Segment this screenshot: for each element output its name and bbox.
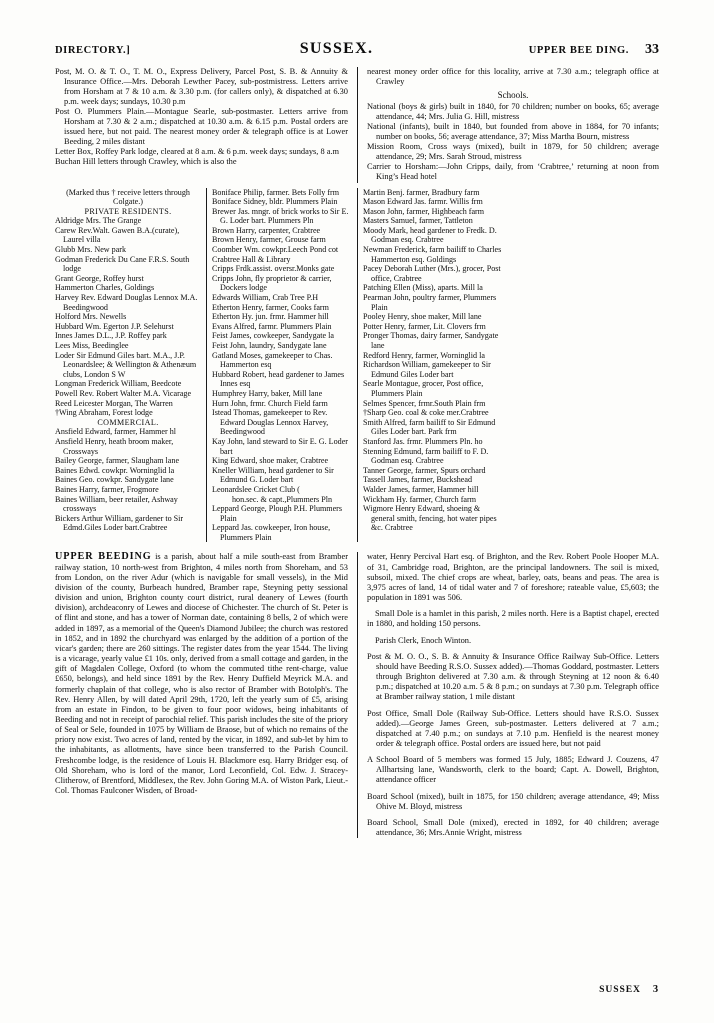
small-dole-paragraph: Small Dole is a hamlet in this parish, 2 miles north. Here is a Baptist chapel, erected in 1880, and holding 150 persons. (367, 609, 659, 629)
list-item: Lees Miss, Beedinglee (55, 341, 129, 351)
list-item: Coomber Wm. cowkpr.Leech Pond cot (212, 245, 339, 255)
list-item: Bickers Arthur William, gardener to Sir Edmd.Giles Loder bart.Crabtree (55, 513, 184, 533)
list-item: Carew Rev.Walt. Gawen B.A.(curate), Laurel villa (55, 225, 180, 245)
buchan-hill-entry: Buchan Hill letters through Crawley, which is also the (55, 157, 237, 167)
list-item: Pearman John, poultry farmer, Plummers Plain (363, 293, 497, 312)
school-entry-mission-room: Mission Room, Cross ways (mixed), built in 1879, for 50 children; average attendance, 29; Mrs. Sarah Stroud, mistress (367, 142, 659, 162)
listing-column-1 (55, 188, 206, 543)
running-head-right (529, 42, 659, 58)
list-item: Hammerton Charles, Goldings (55, 283, 155, 293)
list-item: Holford Mrs. Newells (55, 312, 127, 322)
list-item: Potter Henry, farmer, Lit. Clovers frm (363, 321, 486, 331)
list-item: Tanner George, farmer, Spurs orchard (363, 465, 486, 475)
list-item: Hubbard Wm. Egerton J.P. Selehurst (55, 321, 174, 331)
running-head-county: SUSSEX. (299, 40, 374, 57)
list-item: Baines Edwd. cowkpr. Worninglid la (55, 465, 175, 475)
list-item: Reed Leicester Morgan, The Warren (55, 398, 173, 408)
list-item: Godman Frederick Du Cane F.R.S. South lodge (55, 254, 190, 274)
school-entry-national-infants: National (infants), built in 1840, but founded from above in 1884, for 70 infants; number on books, 56; average attendance, 37; Miss Martha Bourn, mistress (367, 122, 659, 142)
list-item: Powell Rev. Robert Walter M.A. Vicarage (55, 388, 192, 398)
list-item: Selmes Spencer, frmr.South Plain frm (363, 398, 486, 408)
list-item: Mason Edward Jas. farmr. Willis frm (363, 197, 483, 207)
list-item: Feist James, cowkeeper, Sandygate la (212, 331, 334, 341)
running-head-left: DIRECTORY.] (55, 45, 131, 56)
list-item: Boniface Sidney, bldr. Plummers Plain (212, 197, 338, 207)
list-item: Leppard Jas. cowkeeper, Iron house, Plummers Plain (212, 523, 331, 542)
list-item: †Sharp Geo. coal & coke mer.Crabtree (363, 408, 489, 418)
buchan-hill-continued: nearest money order office for this locality, arrive at 7.30 a.m.; telegraph office at Crawley (367, 67, 659, 87)
article-body-left (55, 552, 348, 796)
list-item: Baines William, beer retailer, Ashway crossways (55, 494, 178, 514)
list-item: King Edward, shoe maker, Crabtree (212, 456, 329, 466)
list-item: Tassell James, farmer, Buckshead (363, 475, 473, 485)
list-item: Leppard George, Plough P.H. Plummers Plain (212, 504, 343, 523)
upper-beeding-article (55, 552, 659, 838)
list-item: Evans Alfred, farmr. Plummers Plain (212, 321, 332, 331)
school-board-entry: A School Board of 5 members was formed 15 July, 1885; Edward J. Couzens, 47 Allhartsing lane, Wandsworth, clerk to the board; Capt. A. Dowell, Brighton, attendance officer (367, 755, 659, 785)
list-item: Moody Mark, head gardener to Fredk. D. Godman esq. Crabtree (363, 225, 497, 245)
list-item: Loder Sir Edmund Giles bart. M.A., J.P. Leonardslee; & Wellington & Athenæum clubs, London S W (55, 350, 197, 379)
list-item: Pronger Thomas, dairy farmer, Sandygate lane (363, 331, 499, 351)
list-item: Etherton Hy. jun. frmr. Hammer hill (212, 312, 329, 322)
list-item: Richardson William, gamekeeper to Sir Edmund Giles Loder bart (363, 360, 491, 379)
list-item: Bailey George, farmer, Slaugham lane (55, 456, 180, 466)
list-item: Martin Benj. farmer, Bradbury farm (363, 187, 480, 197)
list-item: Baines Harry, farmer, Frogmore (55, 484, 159, 494)
place-name: UPPER BEEDING (55, 551, 152, 563)
list-item: Cripps Frdk.assist. oversr.Monks gate (212, 264, 335, 274)
commercial-heading: COMMERCIAL. (97, 417, 159, 427)
private-residents-heading: PRIVATE RESIDENTS. (84, 206, 172, 216)
list-item: Kay John, land steward to Sir E. G. Loder bart (212, 436, 348, 456)
list-item: Glubb Mrs. New park (55, 245, 127, 255)
list-item: Wigmore Henry Edward, shoeing & general smith, fencing, hot water pipes &c. Crabtree (363, 504, 497, 533)
list-item: Wickham Hy. farmer, Church farm (363, 494, 476, 504)
list-item: Patching Ellen (Miss), aparts. Mill la (363, 283, 483, 293)
list-item: Harvey Rev. Edward Douglas Lennox M.A. Beedingwood (55, 293, 198, 312)
page-sheet (55, 40, 659, 838)
postal-column-left (55, 67, 357, 183)
residents-listing (55, 188, 659, 543)
postal-block (55, 67, 659, 183)
article-body-right-1: water, Henry Percival Hart esq. of Brighton, and the Rev. Robert Poole Hooper M.A. of 31, Cambridge road, Brighton, are the principal landowners. The soil is mixed, subsoil, mixed. The chief crops are wheat, barley, oats, beans and peas. The area is 3,975 acres of land, 14 of tidal water and 7 of foreshore; rateable value, £5,603; the population in 1891 was 506. (367, 552, 659, 603)
list-item: Gatland Moses, gamekeeper to Chas. Hammerton esq (212, 350, 333, 370)
colgate-note-line2: Colgate.) (113, 197, 143, 207)
list-item: Stanford Jas. frmr. Plummers Pln. ho (363, 436, 483, 446)
list-item: Masters Samuel, farmer, Tattleton (363, 216, 473, 226)
list-item: Humphrey Harry, baker, Mill lane (212, 388, 323, 398)
list-item: Smith Alfred, farm bailiff to Sir Edmund Giles Loder bart. Park frm (363, 417, 496, 437)
article-column-right (357, 552, 659, 838)
article-body-left-text: is a parish, about half a mile south-east from Bramber railway station, 10 north-west from Brighton, 4 miles north from Shoreham, and 53 from London, on the river Adur (which is navigable for small vessels), in the Mid division of the county, Burbeach hundred, Bramber rape, Steyning petty sessional division and union, Brighton county court district, rural deanery of Lewes (fourth division), archdeaconry of Lewes and diocese of Chichester. The church of St. Peter is of flint and stone, and has a tower of Norman date, containing 8 bells, 2 of which were added in 1897, as a memorial of the Queen's Diamond Jubilee; the church was restored in 1852, and in 1892 the churchyard was enlarged by the addition of a portion of the vicar's garden; there are 260 sittings. The register dates from the year 1544. The living is a vicarage, yearly value £1 10s. only, derived from a small cottage and garden, in the gift of Magdalen College, Oxford (to whom the commuted tithe rent-charge, value £650, belongs), and held since 1891 by the Rev. Henry Duffield Meyrick M.A. and formerly chaplain of that college, who is also rector of Bramber with Botolph's. The Rev. Henry Allen, by will dated April 29th, 1720, left the yearly sum of £5, arising from an estate in Findon, to be given to four poor widows, being inhabitants of Beeding and not in receipt of parochial relief. This parish includes the site of the priory of Seal or Sele, founded in 1075 by William de Braose, but of which no remains of the priory now exist. Two acres of land, rented by the vicar, in 1892, and sub-let by him to the inhabitants, as allotments, have since been transferred to the Parish Council. Freshcombe lodge, is the residence of Louis H. Blackmore esq. Harry Bridger esq. of Old Shoreham, who is lord of the manor, Lord Leconfield, Col. Edw. J. Stracey-Clitherow, of Brentford, Middlesex, the Rev. John Goring M.A. of Wiston Park, Lieut.-Col. Thomas Faulconer Wisden, of Broad- (55, 552, 348, 796)
list-item: Brown Harry, carpenter, Crabtree (212, 225, 321, 235)
list-item: Crabtree Hall & Library (212, 254, 291, 264)
list-item: Searle Montague, grocer, Post office, Plummers Plain (363, 379, 484, 398)
running-head (55, 40, 659, 58)
list-item: Hurn John, frmr. Church Field farm (212, 398, 328, 408)
list-item: Hubbard Robert, head gardener to James Innes esq (212, 369, 345, 389)
list-item: Cripps John, fly proprietor & carrier, Dockers lodge (212, 273, 332, 293)
page-number: 33 (645, 42, 659, 57)
list-item: hon.sec. & capt.,Plummers Pln (231, 494, 333, 504)
list-item: Ansfield Henry, heath broom maker, Crossways (55, 436, 174, 456)
list-item: Brewer Jas. mngr. of brick works to Sir E. G. Loder bart. Plummers Pln (212, 206, 349, 226)
list-item: Leonardslee Cricket Club ( (212, 484, 300, 494)
post-office-small-dole-entry: Post Office, Small Dole (Railway Sub-Office. Letters should have R.S.O. Sussex added).—George James Green, sub-postmaster. Letters delivered at 7 a.m.; dispatched at 7.40 p.m.; on sundays at 7.10 p.m. Henfield is the nearest money order & telegraph office. Postal orders are issued here, but not paid (367, 708, 659, 748)
list-item: Stenning Edmund, farm bailiff to F. D. Godman esq. Crabtree (363, 446, 489, 466)
carrier-entry: Carrier to Horsham:—John Cripps, daily, from ‘Crabtree,’ returning at noon from King’s Head hotel (367, 162, 659, 182)
list-item: Etherton Henry, farmer, Cooks farm (212, 302, 329, 312)
running-head-place: UPPER BEE DING. (528, 45, 629, 56)
listing-column-2 (206, 188, 357, 543)
board-school-entry: Board School (mixed), built in 1875, for 150 children; average attendance, 49; Miss Ohive M. Bloyd, mistress (367, 791, 659, 811)
parish-clerk-entry: Parish Clerk, Enoch Winton. (375, 635, 472, 645)
list-item: Innes James D.L., J.P. Roffey park (55, 331, 167, 341)
board-school-small-dole-entry: Board School, Small Dole (mixed), erected in 1892, for 40 children; average attendance, 36; Mrs.Annie Wright, mistress (367, 817, 659, 838)
schools-heading: Schools. (497, 90, 529, 101)
page-footer (599, 984, 659, 995)
list-item: Aldridge Mrs. The Grange (55, 216, 142, 226)
post-office-beeding-entry: Post & M. O. O., S. B. & Annuity & Insurance Office Railway Sub-Office. Letters should have Beeding R.S.O. Sussex added).—Thomas Goddard, postmaster. Letters through Brighton delivered at 7.30 a.m. & through Steyning at 12 noon & 6.40 p.m.; dispatched at 10.20 a.m. 5 & 8 p.m.; on sundays at 7.30 p.m. Telegraph office at Bramber railway station, 1 mile distant (367, 651, 659, 702)
list-item: Longman Frederick William, Beedcote (55, 379, 182, 389)
postal-column-right (357, 67, 659, 183)
post-office-plummers-plain-entry: Post O. Plummers Plain.—Montague Searle, sub-postmaster. Letters arrive from Horsham at 7.30 & 2 a.m.; dispatched at 10.30 a.m. & 6.15 p.m. Postal orders are issued here, but not paid. The nearest money order & telegraph office is at Lower Beeding, 2 miles distant (55, 107, 348, 147)
list-item: Redford Henry, farmer, Worninglid la (363, 350, 485, 360)
list-item: Walder James, farmer, Hammer hill (363, 484, 479, 494)
post-office-entry: Post, M. O. & T. O., T. M. O., Express Delivery, Parcel Post, S. B. & Annuity & Insurance Office.—Mrs. Deborah Lewther Pacey, sub-postmistress. Letters arrive from Horsham at 7 & 10 a.m. & 3.30 p.m. (for callers only), & dispatched at 6.30 p.m. week days; sundays, 10.30 p.m (55, 67, 348, 107)
list-item: Pooley Henry, shoe maker, Mill lane (363, 312, 482, 322)
list-item: Mason John, farmer, Highbeach farm (363, 206, 485, 216)
list-item: Ansfield Edward, farmer, Hammer hl (55, 427, 177, 437)
list-item: Baines Geo. cowkpr. Sandygate lane (55, 475, 174, 485)
list-item: Edwards William, Crab Tree P.H (212, 293, 319, 303)
listing-column-3 (357, 188, 508, 543)
school-entry-national-boys-girls: National (boys & girls) built in 1840, for 70 children; number on books, 65; average attendance, 44; Mrs. Julia G. Hill, mistress (367, 102, 659, 122)
footer-number: 3 (652, 984, 659, 995)
list-item: Brown Henry, farmer, Grouse farm (212, 235, 326, 245)
list-item: Pacey Deborah Luther (Mrs.), grocer, Post office, Crabtree (363, 264, 501, 283)
list-item: †Wing Abraham, Forest lodge (55, 408, 153, 418)
list-item: Feist John, laundry, Sandygate lane (212, 341, 327, 351)
list-item: Boniface Philip, farmer. Bets Folly frm (212, 187, 340, 197)
letter-box-entry: Letter Box, Roffey Park lodge, cleared at 8 a.m. & 6 p.m. week days; sundays, 8 a.m (55, 147, 340, 157)
article-column-left (55, 552, 357, 838)
footer-label: SUSSEX (599, 984, 641, 995)
colgate-note-line1: (Marked thus † receive letters through (66, 187, 190, 197)
list-item: Newman Frederick, farm bailiff to Charles Hammerton esq. Goldings (363, 245, 502, 264)
list-item: Grant George, Roffey hurst (55, 273, 144, 283)
list-item: Istead Thomas, gamekeeper to Rev. Edward Douglas Lennox Harvey, Beedingwood (212, 408, 329, 437)
list-item: Kneller William, head gardener to Sir Edmund G. Loder bart (212, 465, 334, 485)
